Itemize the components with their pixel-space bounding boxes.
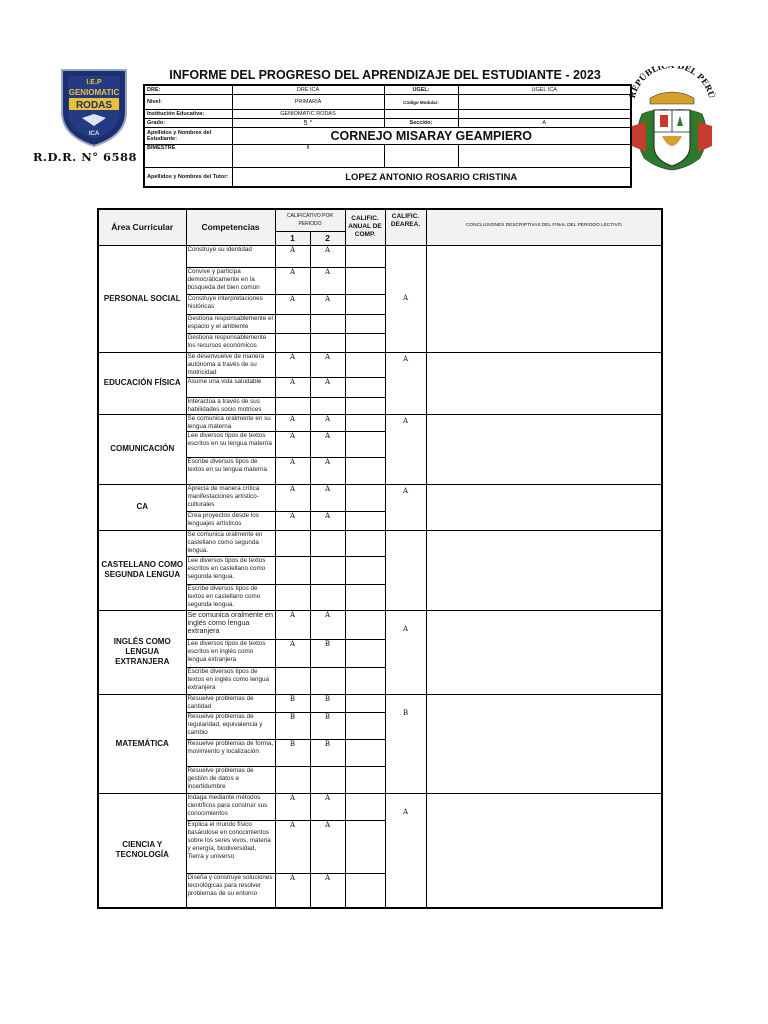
competencia-text: Escribe diversos tipos de textos en inglés como lengua extranjera	[186, 667, 275, 694]
grade-period-2: B	[310, 639, 345, 667]
dre-label: DRE:	[144, 85, 232, 95]
tutor-label: Apellidos y Nombres del Tutor:	[144, 168, 232, 188]
header-period-1: 1	[275, 231, 310, 245]
grade-period-2: A	[310, 820, 345, 873]
competencia-text: Diseña y construye soluciones tecnológicas para resolver problemas de su entorno	[186, 873, 275, 908]
header-competencias: Competencias	[186, 209, 275, 245]
area-grade: A	[385, 352, 426, 414]
seccion-value: A	[458, 119, 631, 128]
grade-period-2: B	[310, 694, 345, 712]
seal-text: REPÚBLI DEL PERÚ	[626, 66, 718, 100]
grade-anual	[345, 397, 385, 414]
area-grade: A	[385, 414, 426, 484]
bimestre-label: BIMESTRE	[144, 145, 232, 168]
grade-period-2	[310, 766, 345, 793]
grade-anual	[345, 556, 385, 584]
competencia-text: Interactúa a través de sus habilidades socio motrices	[186, 397, 275, 414]
ie-blank	[384, 110, 458, 119]
bimestre-blank-2	[458, 145, 631, 168]
area-grade	[385, 530, 426, 610]
grade-anual	[345, 314, 385, 333]
ugel-label: UGEL:	[384, 85, 458, 95]
dre-value: DRE ICA	[232, 85, 384, 95]
grade-period-1: A	[275, 457, 310, 484]
competencia-text: Lee diversos tipos de textos escritos en su lengua materna	[186, 431, 275, 457]
grade-anual	[345, 873, 385, 908]
grade-anual	[345, 694, 385, 712]
grade-anual	[345, 414, 385, 431]
grade-period-2: A	[310, 245, 345, 267]
peru-coat-of-arms	[624, 66, 720, 178]
area-name: CA	[98, 484, 186, 530]
tutor-value: LOPEZ ANTONIO ROSARIO CRISTINA	[232, 168, 631, 188]
competencia-text: Construye su identidad	[186, 245, 275, 267]
competencia-text: Resuelve problemas de forma, movimiento y localización	[186, 739, 275, 766]
area-name: INGLÉS COMO LENGUA EXTRANJERA	[98, 610, 186, 694]
area-grade: A	[385, 793, 426, 908]
competencia-text: Asume una vida saludable	[186, 377, 275, 397]
estudiante-label: Apellidos y Nombres del Estudiante:	[144, 128, 232, 145]
grade-period-2	[310, 584, 345, 610]
grade-period-1	[275, 556, 310, 584]
ie-blank-2	[458, 110, 631, 119]
grado-label: Grado:	[144, 119, 232, 128]
conclusiones-cell	[426, 484, 662, 530]
area-grade: B	[385, 694, 426, 793]
grade-period-1	[275, 584, 310, 610]
grade-period-1: A	[275, 511, 310, 530]
logo-top: I.E.P	[86, 79, 102, 86]
grade-period-2: A	[310, 793, 345, 820]
competencia-row	[98, 414, 662, 431]
area-name: PERSONAL SOCIAL	[98, 245, 186, 352]
logo-name2: RODAS	[75, 100, 113, 111]
grade-period-2: A	[310, 414, 345, 431]
codigo-label: Código Modular:	[384, 95, 458, 110]
competencia-text: Resuelve problemas de cantidad	[186, 694, 275, 712]
codigo-value	[458, 95, 631, 110]
grade-period-2: A	[310, 610, 345, 639]
competencia-text: Convive y participa democráticamente en la búsqueda del bien común	[186, 267, 275, 294]
area-name: CIENCIA Y TECNOLOGÍA	[98, 793, 186, 908]
grade-anual	[345, 530, 385, 556]
competencia-row	[98, 245, 662, 267]
grade-period-1: A	[275, 245, 310, 267]
competencia-row	[98, 352, 662, 377]
grade-period-2: A	[310, 484, 345, 511]
conclusiones-cell	[426, 352, 662, 414]
grade-period-2	[310, 397, 345, 414]
grade-period-2: A	[310, 294, 345, 314]
report-title: INFORME DEL PROGRESO DEL APRENDIZAJE DEL ESTUDIANTE - 2023	[169, 68, 601, 82]
grade-anual	[345, 584, 385, 610]
competencia-row	[98, 530, 662, 556]
grade-period-1	[275, 530, 310, 556]
conclusiones-cell	[426, 610, 662, 694]
grade-anual	[345, 820, 385, 873]
grade-period-1: A	[275, 639, 310, 667]
area-grade: A	[385, 484, 426, 530]
grades-body	[98, 245, 662, 908]
grade-anual	[345, 712, 385, 739]
ie-label: Institución Educativa:	[144, 110, 232, 119]
conclusiones-cell	[426, 245, 662, 352]
header-anual: CALIFIC. ANUAL DE COMP.	[345, 209, 385, 245]
grade-anual	[345, 377, 385, 397]
area-name: CASTELLANO COMO SEGUNDA LENGUA	[98, 530, 186, 610]
seccion-label: Sección:	[384, 119, 458, 128]
header-conclusiones: CONCLUSIONES DESCRIPTIVAS DEL FINAL DEL PERIODO LECTIVO	[426, 209, 662, 245]
competencia-text: Gestiona responsablemente los recursos económicos	[186, 333, 275, 352]
ie-value: GENIOMATIC RODAS	[232, 110, 384, 119]
grade-period-2: A	[310, 873, 345, 908]
grade-period-2: B	[310, 712, 345, 739]
header-area: Área Curricular	[98, 209, 186, 245]
grade-period-1: A	[275, 484, 310, 511]
grade-anual	[345, 739, 385, 766]
competencia-text: Aprecia de manera crítica manifestaciones artístico-culturales	[186, 484, 275, 511]
bimestre-value: II	[232, 145, 384, 168]
competencia-text: Se comunica oralmente en inglés como lengua extranjera	[186, 610, 275, 639]
nivel-label: Nivel:	[144, 95, 232, 110]
competencia-text: Crea proyectos desde los lenguajes artísticos	[186, 511, 275, 530]
grade-period-2: A	[310, 457, 345, 484]
grade-period-1: A	[275, 873, 310, 908]
grade-period-2: A	[310, 377, 345, 397]
grade-period-1: A	[275, 820, 310, 873]
grade-anual	[345, 457, 385, 484]
grade-anual	[345, 667, 385, 694]
competencia-row	[98, 694, 662, 712]
conclusiones-cell	[426, 694, 662, 793]
grade-anual	[345, 484, 385, 511]
grade-period-1: A	[275, 377, 310, 397]
student-info-table	[143, 84, 632, 188]
area-grade: A	[385, 245, 426, 352]
conclusiones-cell	[426, 793, 662, 908]
competencia-text: Se desenvuelve de manera autónoma a través de su motricidad	[186, 352, 275, 377]
grade-anual	[345, 294, 385, 314]
area-name: EDUCACIÓN FÍSICA	[98, 352, 186, 414]
grade-period-2: A	[310, 511, 345, 530]
grade-period-2: A	[310, 431, 345, 457]
grade-anual	[345, 267, 385, 294]
school-logo	[58, 66, 130, 148]
competencia-row	[98, 793, 662, 820]
header-periodo: CALIFICATIVO POR PERIODO	[275, 209, 345, 231]
area-name: COMUNICACIÓN	[98, 414, 186, 484]
grade-period-1: A	[275, 267, 310, 294]
grade-anual	[345, 639, 385, 667]
competencia-text: Resuelve problemas de regularidad, equivalencia y cambio	[186, 712, 275, 739]
grade-period-2: B	[310, 739, 345, 766]
grade-period-1	[275, 397, 310, 414]
grade-anual	[345, 610, 385, 639]
conclusiones-cell	[426, 530, 662, 610]
grade-period-1	[275, 766, 310, 793]
logo-city: ICA	[88, 131, 100, 137]
area-name: MATEMÁTICA	[98, 694, 186, 793]
grade-anual	[345, 352, 385, 377]
grades-table	[97, 208, 663, 909]
grade-period-1	[275, 333, 310, 352]
grade-period-1: A	[275, 610, 310, 639]
bimestre-blank	[384, 145, 458, 168]
grade-period-1: A	[275, 414, 310, 431]
grade-anual	[345, 766, 385, 793]
competencia-text: Gestiona responsablemente el espacio y el ambiente	[186, 314, 275, 333]
grade-period-1: B	[275, 694, 310, 712]
conclusiones-cell	[426, 414, 662, 484]
grade-period-1: B	[275, 712, 310, 739]
grade-anual	[345, 793, 385, 820]
header-dearea: CALIFIC. DEAREA.	[385, 209, 426, 245]
ugel-value: UGEL ICA	[458, 85, 631, 95]
header-period-2: 2	[310, 231, 345, 245]
grade-anual	[345, 333, 385, 352]
grade-period-1: A	[275, 431, 310, 457]
grade-period-2: A	[310, 352, 345, 377]
grade-period-2	[310, 667, 345, 694]
area-grade: A	[385, 610, 426, 694]
grade-period-2	[310, 530, 345, 556]
grade-period-1	[275, 667, 310, 694]
grade-period-1: B	[275, 739, 310, 766]
grade-period-2: A	[310, 267, 345, 294]
grado-value: 5 °	[232, 119, 384, 128]
competencia-row	[98, 610, 662, 639]
logo-name1: GENIOMATIC	[68, 88, 120, 97]
competencia-text: Lee diversos tipos de textos escritos en inglés como lengua extranjera	[186, 639, 275, 667]
grade-anual	[345, 431, 385, 457]
rdr-number: R.D.R. N° 6588	[33, 150, 137, 164]
competencia-text: Lee diversos tipos de textos escritos en castellano como segunda lengua.	[186, 556, 275, 584]
grade-anual	[345, 511, 385, 530]
competencia-row	[98, 484, 662, 511]
competencia-text: Explica el mundo físico basándose en conocimientos sobre los seres vivos, materia y energía, biodiversidad, Tierra y universo	[186, 820, 275, 873]
competencia-text: Se comunica oralmente en su lengua materna	[186, 414, 275, 431]
grade-period-2	[310, 314, 345, 333]
competencia-text: Escribe diversos tipos de textos en su lengua materna	[186, 457, 275, 484]
competencia-text: Construye interpretaciones históricas	[186, 294, 275, 314]
grade-period-1: A	[275, 793, 310, 820]
competencia-text: Escribe diversos tipos de textos en castellano como segunda lengua.	[186, 584, 275, 610]
grade-anual	[345, 245, 385, 267]
grade-period-1	[275, 314, 310, 333]
competencia-text: Se comunica oralmente en castellano como segunda lengua.	[186, 530, 275, 556]
nivel-value: PRIMARIA	[232, 95, 384, 110]
grade-period-1: A	[275, 294, 310, 314]
competencia-text: Resuelve problemas de gestión de datos e incertidumbre	[186, 766, 275, 793]
grade-period-2	[310, 556, 345, 584]
grade-period-2	[310, 333, 345, 352]
grade-period-1: A	[275, 352, 310, 377]
estudiante-value: CORNEJO MISARAY GEAMPIERO	[232, 128, 631, 145]
competencia-text: Indaga mediante métodos científicos para construir sus conocimientos	[186, 793, 275, 820]
